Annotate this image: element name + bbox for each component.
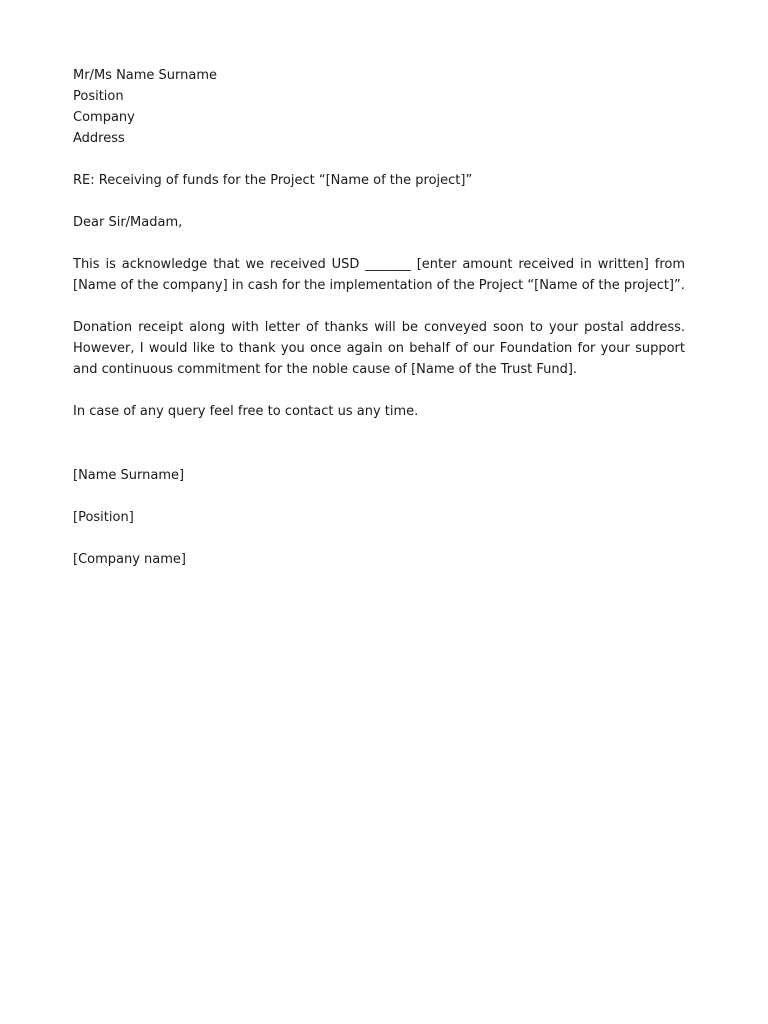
body-paragraph-2: Donation receipt along with letter of thanks will be conveyed soon to your postal address. However, I would like to thank you once again on behalf of our Foundation for your support and continuous commitment for the noble cause of [Name of the Trust Fund].: [73, 320, 685, 377]
spacer: [73, 191, 685, 212]
body-paragraph-1: This is acknowledge that we received USD _______ [enter amount received in written] from [Name of the company] in cash for the implementation of the Project “[Name of the project]”.: [73, 257, 685, 293]
spacer: [73, 149, 685, 170]
signature-position: [Position]: [73, 510, 134, 525]
recipient-name: Mr/Ms Name Surname: [73, 68, 218, 83]
spacer: [73, 296, 685, 317]
spacer: [73, 486, 685, 507]
body-paragraph-3: In case of any query feel free to contact us any time.: [73, 404, 419, 419]
signature-company: [Company name]: [73, 552, 186, 567]
salutation: Dear Sir/Madam,: [73, 215, 183, 230]
recipient-company: Company: [73, 110, 135, 125]
recipient-position: Position: [73, 89, 124, 104]
letter-body: [73, 65, 685, 570]
spacer: [73, 528, 685, 549]
subject-line: RE: Receiving of funds for the Project “[Name of the project]”: [73, 173, 473, 188]
spacer: [73, 233, 685, 254]
recipient-address: Address: [73, 131, 125, 146]
spacer: [73, 380, 685, 401]
signature-name: [Name Surname]: [73, 468, 185, 483]
recipient-block: [73, 65, 685, 149]
spacer: [73, 422, 685, 465]
